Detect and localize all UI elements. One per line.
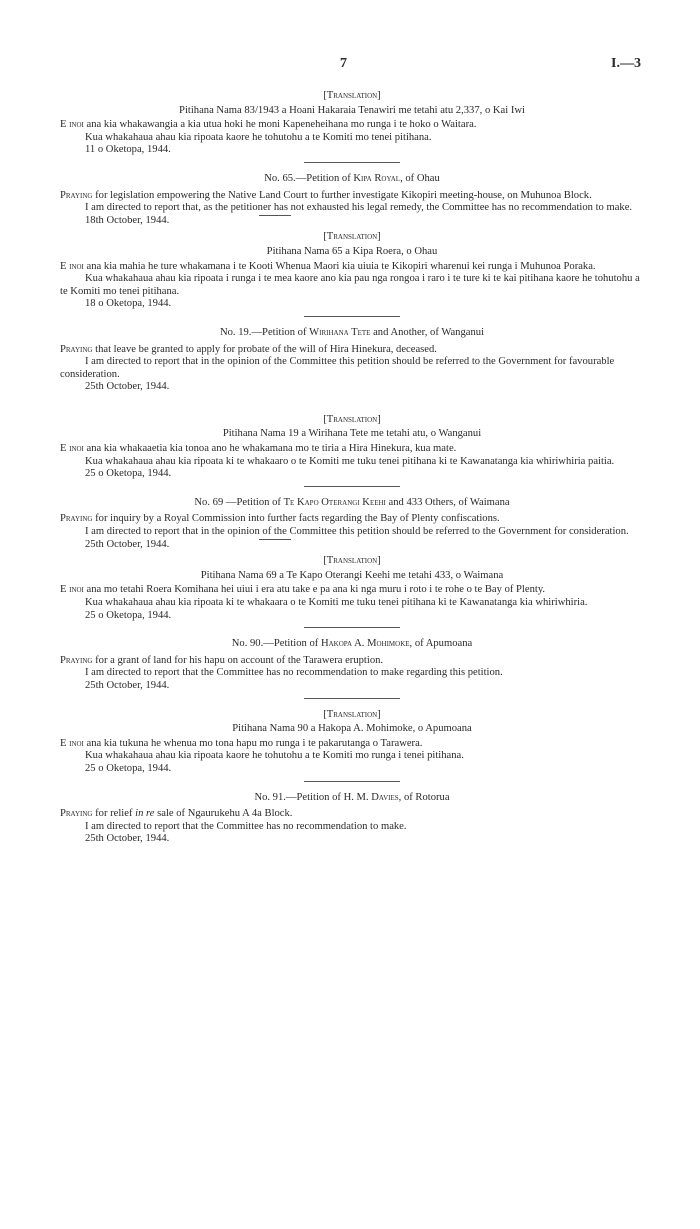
report-date: 25th October, 1944. — [85, 538, 170, 550]
translation-report: Kua whakahaua ahau kia ripoata ki te whakaara o te Komiti me tuku tenei pitihana ki te Kawanatanga kia whiriwhiria. — [85, 597, 588, 608]
petition-number: No. 65.—Petition of — [264, 172, 354, 184]
petitioner-name: Te Kapo Oterangi Keehi — [283, 496, 386, 508]
translation-date: 25 o Oketopa, 1944. — [85, 762, 172, 774]
petition-number: No. 90.—Petition of — [231, 638, 321, 650]
translation-label: [Translation] — [323, 708, 381, 720]
section-petition-65 — [60, 173, 644, 317]
petition-prayer — [60, 190, 644, 203]
section-petition-19 — [60, 327, 644, 487]
prayer-lead: E inoi — [60, 119, 84, 131]
prayer-lead: Praying — [60, 189, 93, 201]
translation-prayer — [60, 443, 644, 456]
short-divider — [259, 215, 291, 216]
report-dateline — [60, 539, 644, 552]
petitioner-name: Hakopa A. Mohimoke — [320, 638, 410, 650]
translation-heading: Pitihana Nama 19 a Wirihana Tete me tetahi atu, o Wanganui — [222, 428, 482, 440]
petitioner-name: Wirihana Tete — [309, 326, 371, 338]
prayer-text: for legislation empowering the Native Land Court to further investigate Kikopiri meeting-house, on Muhunoa Block. — [92, 189, 592, 201]
petition-heading — [60, 792, 644, 805]
petition-prayer — [60, 655, 644, 668]
report-date: 25th October, 1944. — [85, 833, 170, 845]
section-divider — [304, 781, 400, 782]
document-body — [60, 90, 644, 846]
petitioner-name: Kipa Royal — [353, 172, 401, 184]
section-divider — [304, 698, 400, 699]
translation-label: [Translation] — [323, 90, 381, 101]
translation-heading: Pitihana Nama 90 a Hakopa A. Mohimoke, o Apumoana — [232, 723, 472, 735]
prayer-text: ana mo tetahi Roera Komihana hei uiui i era atu take e pa ana ki nga muru i roto i te rohe o te Bay of Plenty. — [83, 584, 546, 596]
translation-heading: Pitihana Nama 69 a Te Kapo Oterangi Keehi me tetahi 433, o Waimana — [200, 569, 504, 581]
petition-heading-rest: , of Ohau — [400, 172, 440, 184]
petition-heading-rest: , of Apumoana — [409, 638, 473, 650]
prayer-text-pre: for relief — [92, 808, 136, 820]
petition-heading — [60, 638, 644, 651]
committee-report: I am directed to report that the Committee has no recommendation to make regarding this petition. — [85, 667, 503, 679]
translation-prayer — [60, 584, 644, 597]
prayer-lead: E inoi — [60, 260, 84, 272]
section-divider — [304, 162, 400, 163]
prayer-text: ana kia whakawangia a kia utua hoki he moni Kapeneheihana mo runga i te hoko o Waitara. — [83, 119, 477, 131]
section-divider — [304, 316, 400, 317]
petition-heading-rest: , of Rotorua — [398, 791, 450, 803]
committee-report: I am directed to report that the Committee has no recommendation to make. — [85, 820, 407, 832]
prayer-text-post: sale of Ngaurukehu A 4a Block. — [154, 808, 293, 820]
committee-report: I am directed to report that in the opinion of the Committee this petition should be referred to the Government for favourable consideration. — [60, 356, 615, 380]
report-dateline — [60, 215, 644, 228]
translation-prayer — [60, 738, 644, 751]
committee-report: I am directed to report that in the opinion of the Committee this petition should be referred to the Government for consideration. — [85, 526, 629, 538]
section-petition-91 — [60, 792, 644, 846]
section-petition-90 — [60, 638, 644, 781]
petition-heading — [60, 497, 644, 510]
petition-number: No. 19.—Petition of — [219, 326, 310, 338]
prayer-text: for a grant of land for his hapu on account of the Tarawera eruption. — [92, 654, 384, 666]
section-divider — [304, 486, 400, 487]
petitioner-name: H. M. Davies — [343, 791, 399, 803]
prayer-lead: E inoi — [60, 737, 84, 749]
translation-prayer — [60, 119, 644, 132]
translation-label: [Translation] — [323, 413, 381, 425]
report-date: 25th October, 1944. — [85, 381, 170, 393]
petition-prayer — [60, 513, 644, 526]
report-date: 25th October, 1944. — [85, 679, 170, 691]
translation-report: Kua whakahaua ahau kia ripoata ki te whakaaro o te Komiti me tuku tenei pitihana ki te Kawanatanga kia whiriwhiria paitia. — [85, 455, 615, 467]
translation-prayer — [60, 261, 644, 274]
translation-date: 25 o Oketopa, 1944. — [85, 468, 172, 480]
prayer-lead: Praying — [60, 343, 93, 355]
prayer-text: ana kia tukuna he whenua mo tona hapu mo runga i te pakarutanga o Tarawera. — [83, 737, 423, 749]
translation-report: Kua whakahaua ahau kia ripoata kaore he tohutohu a te Komiti mo tenei pitihana. — [85, 131, 432, 143]
prayer-text: for inquiry by a Royal Commission into further facts regarding the Bay of Plenty confiscations. — [92, 513, 500, 525]
translation-report: Kua whakahaua ahau kia ripoata kaore he tohutohu a te Komiti mo runga i tenei pitihana. — [85, 750, 464, 762]
prayer-text: ana kia mahia he ture whakamana i te Kooti Whenua Maori kia uiuia te Kikopiri wharenui kei runga i Muhunoa Poraka. — [83, 260, 596, 272]
prayer-lead: Praying — [60, 654, 93, 666]
translation-date: 25 o Oketopa, 1944. — [85, 609, 172, 621]
prayer-text: that leave be granted to apply for probate of the will of Hira Hinekura, deceased. — [92, 343, 437, 355]
committee-report: I am directed to report that, as the petitioner has not exhausted his legal remedy, the Committee has no recommendation to make. — [85, 202, 633, 214]
section-petition-83-translation — [60, 90, 644, 163]
section-petition-69 — [60, 497, 644, 628]
petition-heading — [60, 327, 644, 340]
prayer-lead: Praying — [60, 808, 93, 820]
petition-number: No. 91.—Petition of — [254, 791, 344, 803]
translation-date: 11 o Oketopa, 1944. — [85, 144, 171, 156]
translation-heading: Pitihana Nama 65 a Kipa Roera, o Ohau — [266, 245, 438, 257]
petition-number: No. 69 —Petition of — [194, 496, 284, 508]
page-reference: I.—3 — [611, 56, 641, 71]
prayer-lead: Praying — [60, 513, 93, 525]
prayer-text-italic: in re — [135, 808, 155, 820]
petition-heading-rest: and Another, of Wanganui — [370, 326, 485, 338]
petition-heading-rest: and 433 Others, of Waimana — [385, 496, 510, 508]
petition-prayer — [60, 808, 644, 821]
translation-report: Kua whakahaua ahau kia ripoata i runga i te mea kaore ano kia pau nga rongoa i raro i te ture ki te kai pitihana kaore he tohutohu a te Komiti mo tenei pitihana. — [60, 273, 640, 297]
prayer-text: ana kia whakaaetia kia tonoa ano he whakamana mo te tiria a Hira Hinekura, kua mate. — [83, 443, 457, 455]
page-number: 7 — [340, 56, 347, 71]
translation-date: 18 o Oketopa, 1944. — [85, 298, 172, 310]
petition-heading — [60, 173, 644, 186]
prayer-lead: E inoi — [60, 443, 84, 455]
short-divider — [259, 539, 291, 540]
translation-label: [Translation] — [323, 555, 381, 567]
report-date: 18th October, 1944. — [85, 214, 170, 226]
translation-heading: Pitihana Nama 83/1943 a Hoani Hakaraia Tenawiri me tetahi atu 2,337, o Kai Iwi — [179, 104, 525, 116]
prayer-lead: E inoi — [60, 584, 84, 596]
petition-prayer — [60, 344, 644, 357]
translation-label: [Translation] — [323, 231, 381, 243]
section-divider — [304, 627, 400, 628]
